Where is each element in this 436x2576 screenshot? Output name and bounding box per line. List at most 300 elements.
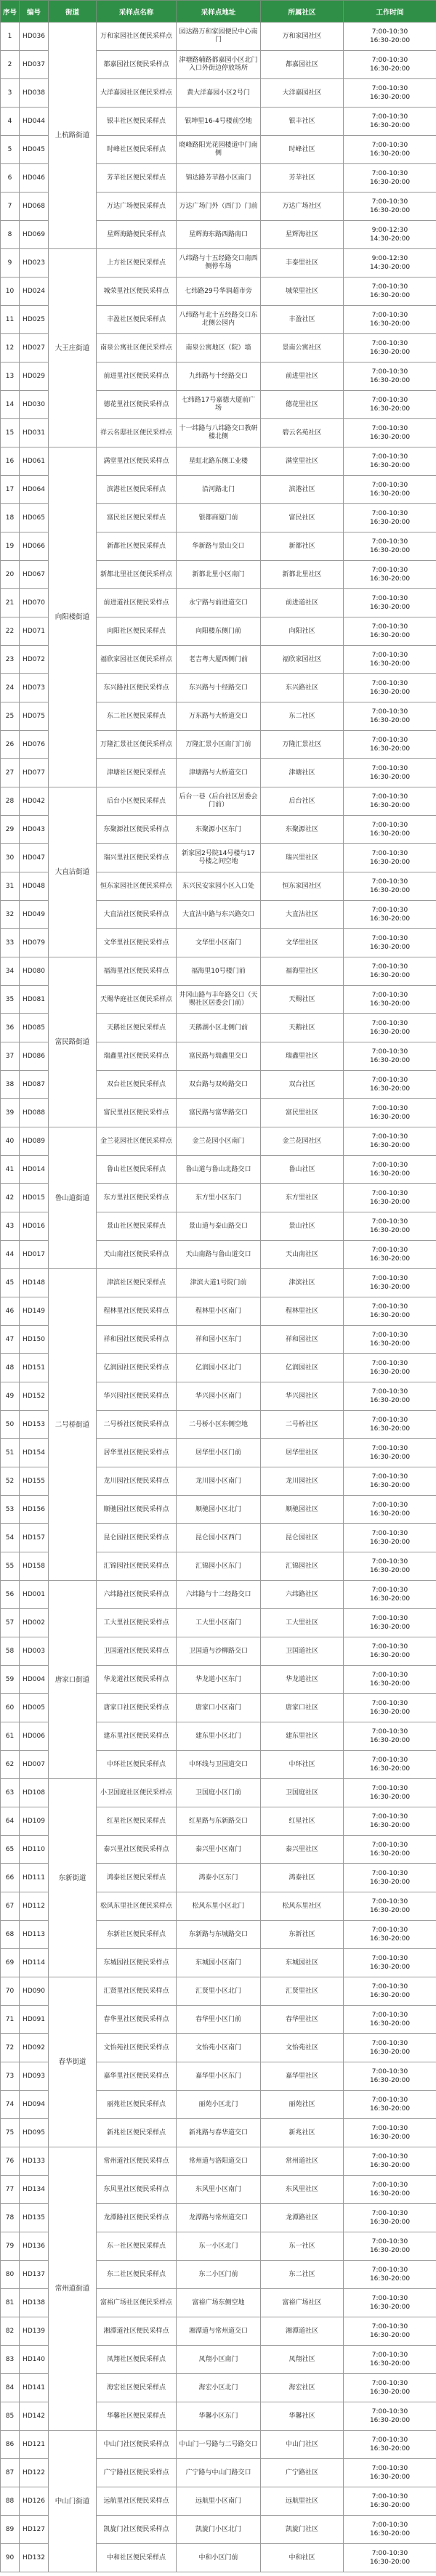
work-time-line: 16:30-20:00 bbox=[369, 944, 411, 951]
cell-community: 卫国庭社区 bbox=[261, 1779, 344, 1807]
cell-site-name: 新都社区便民采样点 bbox=[97, 532, 177, 561]
cell-address: 中和小区门前 bbox=[177, 2544, 261, 2572]
work-time-line: 16:30-20:00 bbox=[369, 717, 411, 724]
cell-community: 富民社区 bbox=[261, 504, 344, 532]
table-row bbox=[1, 787, 436, 816]
cell-community: 龙潭路社区 bbox=[261, 2204, 344, 2232]
cell-street: 大王庄街道 bbox=[49, 249, 97, 447]
cell-street: 鲁山道街道 bbox=[49, 1127, 97, 1269]
cell-code: HD081 bbox=[20, 986, 49, 1014]
work-time-line: 7:00-10:30 bbox=[371, 623, 408, 631]
cell-address: 津塘路辅路都嘉园小区北门入口外街边停放场所 bbox=[177, 51, 261, 79]
work-time-line: 16:30-20:00 bbox=[369, 632, 411, 639]
cell-no: 47 bbox=[1, 1326, 20, 1354]
work-time-line: 16:30-20:00 bbox=[369, 1850, 411, 1858]
cell-code: HD132 bbox=[20, 2544, 49, 2572]
cell-community: 汇锦园社区 bbox=[261, 1552, 344, 1581]
cell-no: 62 bbox=[1, 1751, 20, 1779]
cell-community: 华馨社区 bbox=[261, 2402, 344, 2431]
cell-community: 大直沽社区 bbox=[261, 901, 344, 929]
work-time-line: 16:30-20:00 bbox=[369, 2332, 411, 2339]
work-time-line: 16:30-20:00 bbox=[369, 405, 411, 413]
cell-work-time bbox=[344, 2176, 436, 2204]
cell-code: HD073 bbox=[20, 674, 49, 702]
cell-code: HD016 bbox=[20, 1212, 49, 1241]
cell-no: 18 bbox=[1, 504, 20, 532]
cell-address: 新都北里小区南门 bbox=[177, 561, 261, 589]
cell-community: 中和社区 bbox=[261, 2544, 344, 2572]
work-time-line: 7:00-10:30 bbox=[371, 538, 408, 546]
cell-address: 东二小区门前 bbox=[177, 2261, 261, 2289]
cell-community: 文华里社区 bbox=[261, 929, 344, 957]
cell-code: HD030 bbox=[20, 391, 49, 419]
cell-address: 七纬路29号华润超市旁 bbox=[177, 278, 261, 306]
work-time-line: 16:30-20:00 bbox=[369, 2389, 411, 2396]
cell-community: 华兴园社区 bbox=[261, 1382, 344, 1411]
table-row bbox=[1, 2431, 436, 2459]
cell-no: 69 bbox=[1, 1949, 20, 1977]
cell-site-name: 祥和园社区便民采样点 bbox=[97, 1326, 177, 1354]
work-time-line: 16:30-20:00 bbox=[369, 1567, 411, 1574]
cell-work-time bbox=[344, 1552, 436, 1581]
cell-community: 鸿泰社区 bbox=[261, 1864, 344, 1892]
cell-community: 工大里社区 bbox=[261, 1609, 344, 1637]
cell-community: 津滨社区 bbox=[261, 1269, 344, 1297]
cell-community: 景南公寓社区 bbox=[261, 334, 344, 362]
cell-no: 49 bbox=[1, 1382, 20, 1411]
cell-address: 九纬路与十经路交口 bbox=[177, 362, 261, 391]
cell-address: 黄大洋嘉园小区2号门 bbox=[177, 79, 261, 108]
cell-community: 六纬路社区 bbox=[261, 1581, 344, 1609]
cell-site-name: 湘潭道社区便民采样点 bbox=[97, 2317, 177, 2346]
work-time-line: 7:00-10:30 bbox=[371, 737, 408, 744]
cell-work-time bbox=[344, 278, 436, 306]
cell-site-name: 津塘社区便民采样点 bbox=[97, 759, 177, 787]
cell-code: HD089 bbox=[20, 1127, 49, 1156]
table-row bbox=[1, 957, 436, 986]
cell-no: 37 bbox=[1, 1042, 20, 1071]
cell-code: HD150 bbox=[20, 1326, 49, 1354]
work-time-line: 7:00-10:30 bbox=[371, 198, 408, 206]
cell-address: 祥和园小区东门 bbox=[177, 1326, 261, 1354]
cell-address: 十一纬路与八纬路交口教研楼北侧 bbox=[177, 419, 261, 447]
cell-site-name: 福海里社区便民采样点 bbox=[97, 957, 177, 986]
cell-work-time bbox=[344, 108, 436, 136]
cell-no: 85 bbox=[1, 2402, 20, 2431]
cell-code: HD017 bbox=[20, 1241, 49, 1269]
work-time-line: 16:30-20:00 bbox=[369, 887, 411, 894]
cell-no: 48 bbox=[1, 1354, 20, 1382]
cell-work-time bbox=[344, 334, 436, 362]
cell-code: HD141 bbox=[20, 2374, 49, 2402]
cell-community: 文怡苑社区 bbox=[261, 2034, 344, 2062]
work-time-line: 7:00-10:30 bbox=[371, 57, 408, 64]
cell-community: 富裕广场社区 bbox=[261, 2289, 344, 2317]
cell-site-name: 万达广场便民采样点 bbox=[97, 193, 177, 221]
cell-no: 72 bbox=[1, 2034, 20, 2062]
cell-address: 建东里小区北门 bbox=[177, 1722, 261, 1751]
cell-work-time bbox=[344, 2034, 436, 2062]
work-time-line: 7:00-10:30 bbox=[371, 510, 408, 517]
work-time-line: 7:00-10:30 bbox=[371, 2153, 408, 2160]
work-time-line: 16:30-20:00 bbox=[369, 1199, 411, 1206]
cell-site-name: 亿润园社区便民采样点 bbox=[97, 1354, 177, 1382]
cell-address: 东风里小区南门 bbox=[177, 2176, 261, 2204]
cell-site-name: 华龙道社区便民采样点 bbox=[97, 1666, 177, 1694]
cell-work-time bbox=[344, 1921, 436, 1949]
cell-community: 鲁山社区 bbox=[261, 1156, 344, 1184]
cell-code: HD075 bbox=[20, 702, 49, 731]
cell-no: 28 bbox=[1, 787, 20, 816]
header-street: 街道 bbox=[49, 1, 97, 23]
cell-code: HD139 bbox=[20, 2317, 49, 2346]
work-time-line: 16:30-20:00 bbox=[369, 915, 411, 923]
cell-address: 富民路与瑞鑫里交口 bbox=[177, 1042, 261, 1071]
cell-work-time bbox=[344, 1694, 436, 1722]
work-time-line: 16:30-20:00 bbox=[369, 1142, 411, 1149]
work-time-line: 7:00-10:30 bbox=[371, 1558, 408, 1566]
cell-community: 华龙道社区 bbox=[261, 1666, 344, 1694]
cell-work-time bbox=[344, 1326, 436, 1354]
work-time-line: 16:30-20:00 bbox=[369, 972, 411, 979]
cell-no: 42 bbox=[1, 1184, 20, 1212]
cell-code: HD071 bbox=[20, 617, 49, 646]
cell-site-name: 东兴路社区便民采样点 bbox=[97, 674, 177, 702]
cell-address: 银坤里16-4号楼前空地 bbox=[177, 108, 261, 136]
cell-community: 汇贤里社区 bbox=[261, 1977, 344, 2006]
work-time-line: 7:00-10:30 bbox=[371, 2125, 408, 2132]
table-row bbox=[1, 249, 436, 278]
work-time-line: 7:00-10:30 bbox=[371, 1247, 408, 1254]
cell-site-name: 城荣里社区便民采样点 bbox=[97, 278, 177, 306]
cell-work-time bbox=[344, 1354, 436, 1382]
cell-site-name: 大洋嘉园社区便民采样点 bbox=[97, 79, 177, 108]
cell-code: HD064 bbox=[20, 476, 49, 504]
work-time-line: 16:30-20:00 bbox=[369, 1369, 411, 1376]
cell-site-name: 东二社区便民采样点 bbox=[97, 2261, 177, 2289]
cell-work-time bbox=[344, 1411, 436, 1439]
cell-no: 50 bbox=[1, 1411, 20, 1439]
cell-street: 春华街道 bbox=[49, 1977, 97, 2147]
cell-community: 东风里社区 bbox=[261, 2176, 344, 2204]
cell-address: 华兴园小区南门 bbox=[177, 1382, 261, 1411]
cell-community: 天山南社区 bbox=[261, 1241, 344, 1269]
work-time-line: 7:00-10:30 bbox=[371, 2068, 408, 2075]
cell-code: HD069 bbox=[20, 221, 49, 249]
cell-code: HD037 bbox=[20, 51, 49, 79]
cell-site-name: 汇贤里社区便民采样点 bbox=[97, 1977, 177, 2006]
cell-site-name: 鸿泰社区便民采样点 bbox=[97, 1864, 177, 1892]
cell-site-name: 向阳社区便民采样点 bbox=[97, 617, 177, 646]
cell-community: 丽苑社区 bbox=[261, 2091, 344, 2119]
cell-work-time bbox=[344, 1751, 436, 1779]
cell-work-time bbox=[344, 1864, 436, 1892]
cell-work-time bbox=[344, 2402, 436, 2431]
cell-community: 龙川园社区 bbox=[261, 1467, 344, 1496]
work-time-line: 16:30-20:00 bbox=[369, 1510, 411, 1518]
cell-address: 凯旋门小区北门 bbox=[177, 2516, 261, 2544]
cell-no: 2 bbox=[1, 51, 20, 79]
cell-site-name: 常州道社区便民采样点 bbox=[97, 2147, 177, 2176]
cell-no: 35 bbox=[1, 986, 20, 1014]
cell-site-name: 富裕广场社区便民采样点 bbox=[97, 2289, 177, 2317]
cell-work-time bbox=[344, 1212, 436, 1241]
cell-site-name: 中山门社区便民采样点 bbox=[97, 2431, 177, 2459]
cell-community: 芳苹社区 bbox=[261, 164, 344, 193]
cell-work-time bbox=[344, 589, 436, 617]
work-time-line: 16:30-20:00 bbox=[369, 207, 411, 214]
table-row bbox=[1, 23, 436, 51]
cell-site-name: 松风东里社区便民采样点 bbox=[97, 1892, 177, 1921]
cell-site-name: 中和社区便民采样点 bbox=[97, 2544, 177, 2572]
cell-community: 丰泰里社区 bbox=[261, 249, 344, 278]
cell-address: 双台路与双岭路交口 bbox=[177, 1071, 261, 1099]
cell-address: 新兆路与春华道交口 bbox=[177, 2119, 261, 2147]
work-time-line: 7:00-10:30 bbox=[371, 1162, 408, 1169]
work-time-line: 16:30-20:00 bbox=[369, 1680, 411, 1688]
cell-address: 二号桥小区东侧空地 bbox=[177, 1411, 261, 1439]
cell-address: 大直沽中路与东兴路交口 bbox=[177, 901, 261, 929]
work-time-line: 16:30-20:00 bbox=[369, 122, 411, 129]
cell-community: 瑞兴里社区 bbox=[261, 844, 344, 872]
cell-address: 华馨小区东门 bbox=[177, 2402, 261, 2431]
work-time-line: 7:00-10:30 bbox=[371, 1615, 408, 1622]
cell-address: 汇贤里小区北门 bbox=[177, 1977, 261, 2006]
work-time-line: 7:00-10:30 bbox=[371, 708, 408, 716]
cell-community: 满堂里社区 bbox=[261, 447, 344, 476]
cell-work-time bbox=[344, 1269, 436, 1297]
cell-no: 16 bbox=[1, 447, 20, 476]
cell-no: 20 bbox=[1, 561, 20, 589]
work-time-line: 7:00-10:30 bbox=[371, 822, 408, 829]
cell-site-name: 后台小区便民采样点 bbox=[97, 787, 177, 816]
work-time-line: 7:00-10:30 bbox=[371, 2550, 408, 2557]
work-time-line: 7:00-10:30 bbox=[371, 1700, 408, 1707]
cell-address: 春华里小区门前 bbox=[177, 2006, 261, 2034]
table-body bbox=[1, 23, 436, 2572]
cell-site-name: 东一社区便民采样点 bbox=[97, 2232, 177, 2261]
cell-no: 74 bbox=[1, 2091, 20, 2119]
cell-site-name: 上方社区便民采样点 bbox=[97, 249, 177, 278]
cell-work-time bbox=[344, 759, 436, 787]
cell-no: 65 bbox=[1, 1836, 20, 1864]
cell-community: 亿润园社区 bbox=[261, 1354, 344, 1382]
work-time-line: 16:30-20:00 bbox=[369, 2049, 411, 2056]
work-time-line: 7:00-10:30 bbox=[371, 765, 408, 772]
cell-work-time bbox=[344, 1382, 436, 1411]
work-time-line: 7:00-10:30 bbox=[371, 283, 408, 291]
cell-code: HD149 bbox=[20, 1297, 49, 1326]
cell-work-time bbox=[344, 816, 436, 844]
cell-code: HD086 bbox=[20, 1042, 49, 1071]
cell-site-name: 新兆社区便民采样点 bbox=[97, 2119, 177, 2147]
cell-site-name: 丽苑社区便民采样点 bbox=[97, 2091, 177, 2119]
cell-street: 向阳楼街道 bbox=[49, 447, 97, 787]
cell-code: HD088 bbox=[20, 1099, 49, 1127]
cell-work-time bbox=[344, 957, 436, 986]
cell-site-name: 唐家口社区便民采样点 bbox=[97, 1694, 177, 1722]
cell-code: HD157 bbox=[20, 1524, 49, 1552]
cell-address: 卫国庭小区门前 bbox=[177, 1779, 261, 1807]
cell-work-time bbox=[344, 1496, 436, 1524]
work-time-line: 7:00-10:30 bbox=[371, 28, 408, 36]
cell-code: HD072 bbox=[20, 646, 49, 674]
cell-code: HD136 bbox=[20, 2232, 49, 2261]
cell-code: HD135 bbox=[20, 2204, 49, 2232]
cell-code: HD079 bbox=[20, 929, 49, 957]
cell-work-time bbox=[344, 221, 436, 249]
cell-community: 远航里社区 bbox=[261, 2487, 344, 2516]
cell-code: HD027 bbox=[20, 334, 49, 362]
cell-work-time bbox=[344, 702, 436, 731]
cell-code: HD085 bbox=[20, 1014, 49, 1042]
cell-community: 凤翔社区 bbox=[261, 2346, 344, 2374]
cell-no: 33 bbox=[1, 929, 20, 957]
cell-address: 八纬路与十五经路交口南西侧停车场 bbox=[177, 249, 261, 278]
work-time-line: 16:30-20:00 bbox=[369, 1284, 411, 1291]
cell-work-time bbox=[344, 1637, 436, 1666]
cell-code: HD049 bbox=[20, 901, 49, 929]
table-row bbox=[1, 1977, 436, 2006]
cell-code: HD110 bbox=[20, 1836, 49, 1864]
cell-community: 凯旋门社区 bbox=[261, 2516, 344, 2544]
cell-address: 泰兴里小区南门 bbox=[177, 1836, 261, 1864]
work-time-line: 7:00-10:30 bbox=[371, 2522, 408, 2529]
work-time-line: 7:00-10:30 bbox=[371, 595, 408, 602]
cell-code: HD014 bbox=[20, 1156, 49, 1184]
cell-code: HD111 bbox=[20, 1864, 49, 1892]
work-time-line: 16:30-20:00 bbox=[369, 2360, 411, 2368]
cell-address: 程林里小区南门 bbox=[177, 1297, 261, 1326]
cell-work-time bbox=[344, 787, 436, 816]
cell-address: 万达广场门外（西门）门前 bbox=[177, 193, 261, 221]
cell-site-name: 卫国道社区便民采样点 bbox=[97, 1637, 177, 1666]
cell-site-name: 前进里社区便民采样点 bbox=[97, 362, 177, 391]
cell-street: 中山门街道 bbox=[49, 2431, 97, 2572]
cell-community: 东聚源社区 bbox=[261, 816, 344, 844]
cell-community: 金兰花园社区 bbox=[261, 1127, 344, 1156]
work-time-line: 16:30-20:00 bbox=[369, 2304, 411, 2311]
work-time-line: 7:00-10:30 bbox=[371, 2465, 408, 2472]
work-time-line: 16:30-20:00 bbox=[369, 2275, 411, 2283]
cell-no: 23 bbox=[1, 646, 20, 674]
cell-community: 东新社区 bbox=[261, 1921, 344, 1949]
cell-code: HD003 bbox=[20, 1637, 49, 1666]
cell-community: 东兴路社区 bbox=[261, 674, 344, 702]
cell-address: 万东路与大桥道交口 bbox=[177, 702, 261, 731]
cell-site-name: 汇锦园社区便民采样点 bbox=[97, 1552, 177, 1581]
cell-no: 52 bbox=[1, 1467, 20, 1496]
cell-work-time bbox=[344, 2261, 436, 2289]
cell-site-name: 恒东家园社区便民采样点 bbox=[97, 872, 177, 901]
cell-work-time bbox=[344, 731, 436, 759]
cell-site-name: 东聚源社区便民采样点 bbox=[97, 816, 177, 844]
cell-work-time bbox=[344, 1609, 436, 1637]
table-row bbox=[1, 1779, 436, 1807]
cell-no: 90 bbox=[1, 2544, 20, 2572]
cell-work-time bbox=[344, 1666, 436, 1694]
cell-work-time bbox=[344, 2346, 436, 2374]
cell-address: 六纬路与十二经路交口 bbox=[177, 1581, 261, 1609]
work-time-line: 9:00-12:30 bbox=[371, 255, 408, 262]
cell-work-time bbox=[344, 1127, 436, 1156]
cell-no: 11 bbox=[1, 306, 20, 334]
cell-community: 城荣里社区 bbox=[261, 278, 344, 306]
cell-work-time bbox=[344, 2374, 436, 2402]
work-time-line: 16:30-20:00 bbox=[369, 2530, 411, 2537]
cell-no: 25 bbox=[1, 702, 20, 731]
cell-code: HD065 bbox=[20, 504, 49, 532]
work-time-line: 7:00-10:30 bbox=[371, 652, 408, 659]
cell-code: HD122 bbox=[20, 2459, 49, 2487]
cell-address: 东聚源小区东门 bbox=[177, 816, 261, 844]
cell-no: 34 bbox=[1, 957, 20, 986]
work-time-line: 16:30-20:00 bbox=[369, 490, 411, 498]
cell-community: 景山社区 bbox=[261, 1212, 344, 1241]
work-time-line: 16:30-20:00 bbox=[369, 1822, 411, 1829]
work-time-line: 16:30-20:00 bbox=[369, 1312, 411, 1319]
cell-address: 广宁路与中山门路交口 bbox=[177, 2459, 261, 2487]
work-time-line: 7:00-10:30 bbox=[371, 1983, 408, 1990]
work-time-line: 7:00-10:30 bbox=[371, 2238, 408, 2245]
work-time-line: 16:30-20:00 bbox=[369, 462, 411, 469]
work-time-line: 16:30-20:00 bbox=[369, 2445, 411, 2453]
cell-site-name: 春华里社区便民采样点 bbox=[97, 2006, 177, 2034]
cell-site-name: 鲁山社区便民采样点 bbox=[97, 1156, 177, 1184]
cell-work-time bbox=[344, 164, 436, 193]
cell-code: HD066 bbox=[20, 532, 49, 561]
work-time-line: 16:30-20:00 bbox=[369, 2134, 411, 2141]
cell-no: 14 bbox=[1, 391, 20, 419]
cell-code: HD015 bbox=[20, 1184, 49, 1212]
work-time-line: 16:30-20:00 bbox=[369, 1454, 411, 1461]
cell-code: HD045 bbox=[20, 136, 49, 164]
work-time-line: 7:00-10:30 bbox=[371, 992, 408, 999]
cell-address: 后台一巷（后台社区居委会门前） bbox=[177, 787, 261, 816]
cell-no: 81 bbox=[1, 2289, 20, 2317]
cell-community: 富民里社区 bbox=[261, 1099, 344, 1127]
cell-community: 时峰社区 bbox=[261, 136, 344, 164]
cell-community: 都嘉园社区 bbox=[261, 51, 344, 79]
cell-community: 顺驰园社区 bbox=[261, 1496, 344, 1524]
cell-address: 居华里小区门前 bbox=[177, 1439, 261, 1467]
cell-work-time bbox=[344, 2119, 436, 2147]
cell-address: 井冈山路与丰年路交口（天赐社区居委会门前） bbox=[177, 986, 261, 1014]
work-time-line: 7:00-10:30 bbox=[371, 1360, 408, 1367]
work-time-line: 16:30-20:00 bbox=[369, 802, 411, 809]
cell-community: 星辉海社区 bbox=[261, 221, 344, 249]
cell-address: 向阳楼东侧门前 bbox=[177, 617, 261, 646]
cell-code: HD029 bbox=[20, 362, 49, 391]
cell-no: 75 bbox=[1, 2119, 20, 2147]
cell-address: 华龙道小区东门 bbox=[177, 1666, 261, 1694]
cell-address: 永宁路与前进道交口 bbox=[177, 589, 261, 617]
cell-code: HD087 bbox=[20, 1071, 49, 1099]
cell-work-time bbox=[344, 1836, 436, 1864]
cell-code: HD153 bbox=[20, 1411, 49, 1439]
cell-community: 泰兴里社区 bbox=[261, 1836, 344, 1864]
work-time-line: 16:30-20:00 bbox=[369, 1170, 411, 1178]
cell-work-time bbox=[344, 2091, 436, 2119]
work-time-line: 7:00-10:30 bbox=[371, 1587, 408, 1594]
cell-code: HD024 bbox=[20, 278, 49, 306]
cell-community: 中环社区 bbox=[261, 1751, 344, 1779]
work-time-line: 16:30-20:00 bbox=[369, 1879, 411, 1886]
cell-site-name: 远航里社区便民采样点 bbox=[97, 2487, 177, 2516]
work-time-line: 7:00-10:30 bbox=[371, 2040, 408, 2047]
work-time-line: 7:00-10:30 bbox=[371, 1048, 408, 1056]
cell-work-time bbox=[344, 1297, 436, 1326]
